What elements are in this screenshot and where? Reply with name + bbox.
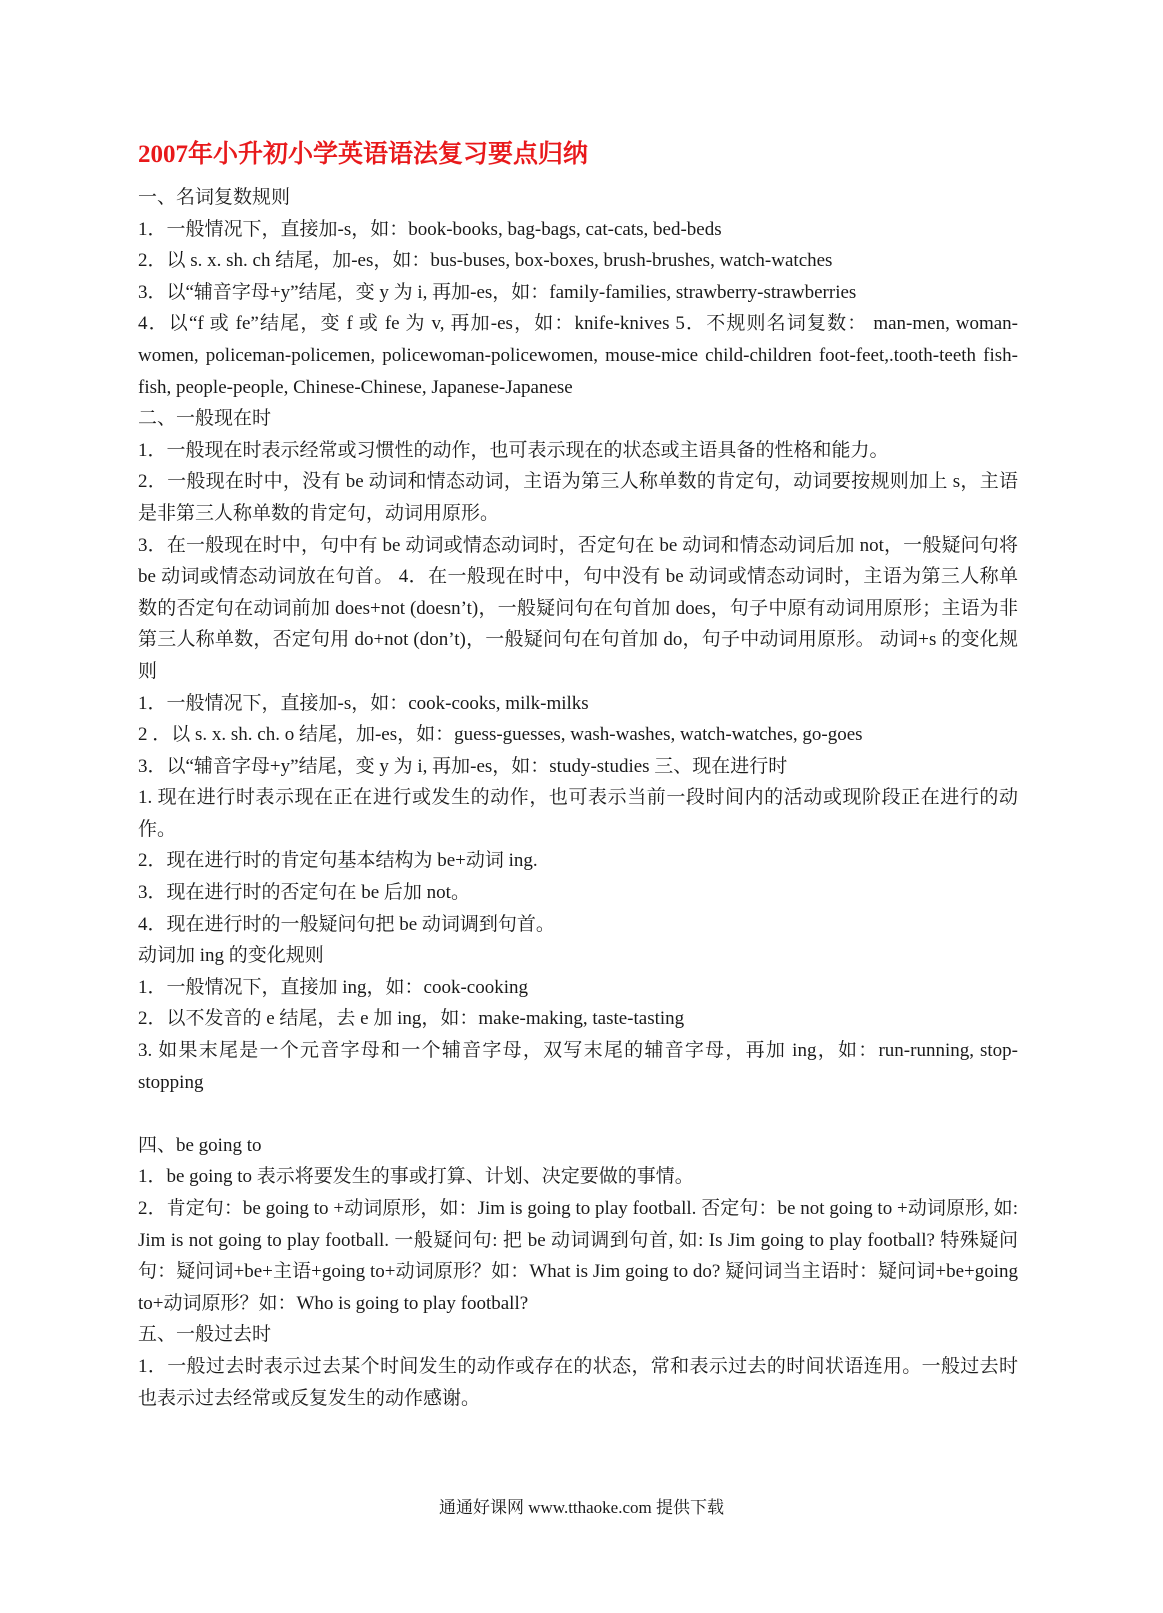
- section-heading-simple-past: 五、一般过去时: [138, 1324, 272, 1346]
- paragraph: 2．以不发音的 e 结尾，去 e 加 ing，如：make-making, taste-tasting: [138, 1008, 685, 1030]
- section-heading-be-going-to: 四、be going to: [138, 1134, 262, 1156]
- section-heading-noun-plural: 一、名词复数规则: [138, 187, 291, 208]
- paragraph: 1．一般情况下，直接加 ing，如：cook-cooking: [138, 976, 529, 998]
- paragraph: 3．在一般现在时中，句中有 be 动词或情态动词时，否定句在 be 动词和情态动词后加 not，一般疑问句将 be 动词或情态动词放在句首。 4．在一般现在时中，句中没有 be 动词或情态动词时，主语为第三人称单数的否定句在动词前加 does+not (doesn’t)，一般疑问句在句首加 does，句子中原有动词用原形；主语为非第三人称单数，否定句用 do+not (don’t)，一般疑问句在句首加 do，句子中动词用原形。 动词+s 的变化规则: [138, 534, 1018, 682]
- paragraph: 2 ．以 s. x. sh. ch. o 结尾，加-es，如：guess-guesses, wash-washes, watch-watches, go-goes: [138, 724, 863, 746]
- paragraph: 3. 如果末尾是一个元音字母和一个辅音字母，双写末尾的辅音字母，再加 ing，如：run-running, stop-stopping: [138, 1040, 1018, 1093]
- paragraph: 2．现在进行时的肯定句基本结构为 be+动词 ing.: [138, 850, 538, 872]
- document-title: 2007年小升初小学英语语法复习要点归纳: [138, 141, 589, 168]
- section-heading-simple-present: 二、一般现在时: [138, 408, 272, 430]
- document-page: [138, 138, 1018, 1414]
- paragraph: 3．以“辅音字母+y”结尾，变 y 为 i, 再加-es，如：study-studies 三、现在进行时: [138, 755, 788, 777]
- paragraph: 2．一般现在时中，没有 be 动词和情态动词，主语为第三人称单数的肯定句，动词要按规则加上 s，主语是非第三人称单数的肯定句，动词用原形。: [138, 471, 1018, 524]
- subheading-verb-ing-rules: 动词加 ing 的变化规则: [138, 945, 324, 967]
- paragraph: 3．现在进行时的否定句在 be 后加 not。: [138, 882, 470, 904]
- paragraph: 1．一般现在时表示经常或习惯性的动作，也可表示现在的状态或主语具备的性格和能力。: [138, 439, 889, 461]
- paragraph: 1. 现在进行时表示现在正在进行或发生的动作，也可表示当前一段时间内的活动或现阶段正在进行的动作。: [138, 787, 1018, 840]
- paragraph: 3．以“辅音字母+y”结尾，变 y 为 i, 再加-es，如：family-families, strawberry-strawberries: [138, 281, 857, 303]
- paragraph: 1．be going to 表示将要发生的事或打算、计划、决定要做的事情。: [138, 1166, 694, 1188]
- paragraph: 2．肯定句：be going to +动词原形，如：Jim is going to play football. 否定句：be not going to +动词原形, 如: Jim is not going to play football. 一般疑问句: 把 be 动词调到句首, 如: Is Jim going to play football? 特殊疑问句：疑问词+be+主语+going to+动词原形？如：What is Jim going to do? 疑问词当主语时：疑问词+be+going to+动词原形？如：Who is going to play football?: [138, 1198, 1018, 1314]
- paragraph: 2．以 s. x. sh. ch 结尾，加-es，如：bus-buses, box-boxes, brush-brushes, watch-watches: [138, 250, 833, 272]
- paragraph: 1．一般情况下，直接加-s，如：book-books, bag-bags, cat-cats, bed-beds: [138, 218, 722, 240]
- paragraph: 4．以“f 或 fe”结尾，变 f 或 fe 为 v, 再加-es，如：knife-knives 5．不规则名词复数： man-men, woman-women, policeman-policemen, policewoman-policewomen, mouse-mice child-children foot-feet,.tooth-teeth fish-fish, people-people, Chinese-Chinese, Japanese-Japanese: [138, 313, 1018, 398]
- paragraph: 1．一般过去时表示过去某个时间发生的动作或存在的状态，常和表示过去的时间状语连用。一般过去时也表示过去经常或反复发生的动作感谢。: [138, 1355, 1018, 1409]
- blank-line: [138, 1098, 1018, 1130]
- document-body: [138, 182, 1018, 1414]
- page-footer: 通通好课网 www.tthaoke.com 提供下载: [438, 1498, 725, 1517]
- paragraph: 4．现在进行时的一般疑问句把 be 动词调到句首。: [138, 913, 555, 935]
- paragraph: 1．一般情况下，直接加-s，如：cook-cooks, milk-milks: [138, 692, 589, 714]
